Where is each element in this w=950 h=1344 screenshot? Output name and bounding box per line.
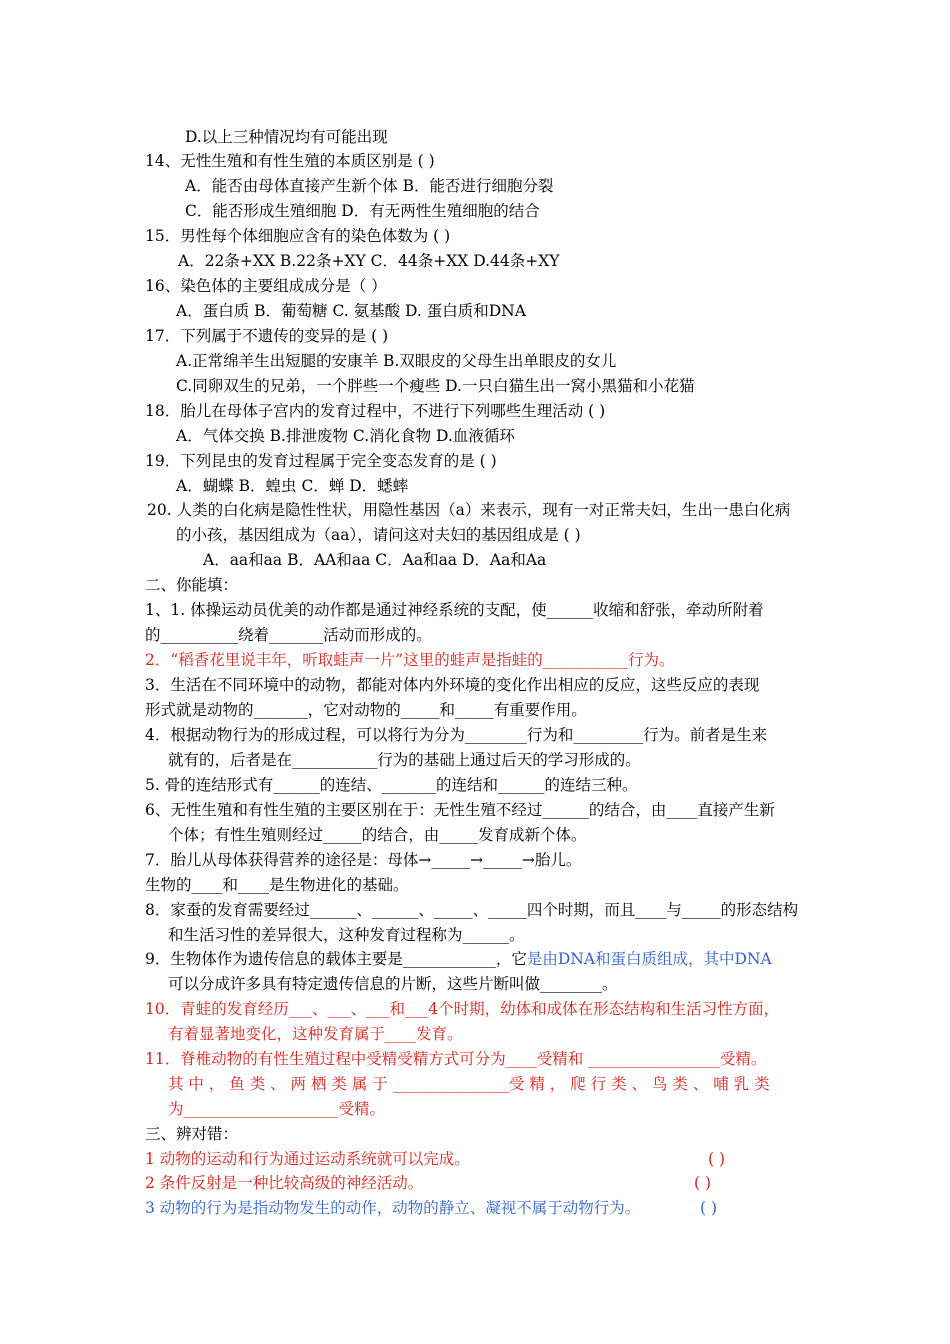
text-segment: 9．生物体作为遗传信息的载体主要是____________，它 xyxy=(145,950,527,968)
text-line: 的小孩，基因组成为（aa），请问这对夫妇的基因组成是 ( ) xyxy=(176,526,581,544)
text-line xyxy=(145,949,772,969)
text-line: 为____________________受精。 xyxy=(168,1100,386,1118)
text-line: 1 动物的运动和行为通过运动系统就可以完成。 xyxy=(145,1150,470,1168)
text-line: 7．胎儿从母体获得营养的途径是：母体→_____→_____→胎儿。 xyxy=(145,851,582,869)
text-line: 个体；有性生殖则经过_____的结合，由_____发育成新个体。 xyxy=(168,826,587,844)
text-line: 18．胎儿在母体子宫内的发育过程中，不进行下列哪些生理活动 ( ) xyxy=(145,402,606,420)
text-line: 3．生活在不同环境中的动物，都能对体内外环境的变化作出相应的反应，这些反应的表现 xyxy=(145,676,760,694)
text-line: A.正常绵羊生出短腿的安康羊 B.双眼皮的父母生出单眼皮的女儿 xyxy=(176,352,617,370)
text-line: C．能否形成生殖细胞 D．有无两性生殖细胞的结合 xyxy=(185,202,540,220)
text-line: 10．青蛙的发育经历___、___、___和___4个时期，幼体和成体在形态结构和生活习性方面， xyxy=(145,1000,780,1018)
text-line: 5. 骨的连结形式有______的连结、_______的连结和______的连结三种。 xyxy=(145,776,638,794)
text-line: 19．下列昆虫的发育过程属于完全变态发育的是 ( ) xyxy=(145,452,497,470)
text-line: 有着显著地变化，这种发育属于____发育。 xyxy=(168,1025,463,1043)
text-line: 可以分成许多具有特定遗传信息的片断，这些片断叫做________。 xyxy=(168,975,618,993)
text-line: C.同卵双生的兄弟，一个胖些一个瘦些 D.一只白猫生出一窝小黑猫和小花猫 xyxy=(176,377,695,395)
text-line: A．aa和aa B．AA和aa C．Aa和aa D．Aa和Aa xyxy=(203,551,547,569)
text-segment: 是由DNA和蛋白质组成，其中DNA xyxy=(526,950,772,968)
text-line: 形式就是动物的_______，它对动物的_____和_____有重要作用。 xyxy=(145,701,587,719)
answer-bracket: ( ) xyxy=(700,1199,718,1217)
text-line: A．蛋白质 B．葡萄糖 C. 氨基酸 D. 蛋白质和DNA xyxy=(176,302,526,320)
text-line: 6、无性生殖和有性生殖的主要区别在于：无性生殖不经过______的结合，由____直接产生新 xyxy=(145,801,775,819)
text-line: 1、1. 体操运动员优美的动作都是通过神经系统的支配，使______收缩和舒张，牵动所附着 xyxy=(145,601,764,619)
text-line: 17．下列属于不遗传的变异的是 ( ) xyxy=(145,327,389,345)
text-line: A．22条+XX B.22条+XY C．44条+XX D.44条+XY xyxy=(178,252,560,270)
text-line: 和生活习性的差异很大，这种发育过程称为______。 xyxy=(168,926,525,944)
text-line: 15．男性每个体细胞应含有的染色体数为 ( ) xyxy=(145,227,451,245)
text-line: D.以上三种情况均有可能出现 xyxy=(185,128,388,146)
text-line: 11．脊椎动物的有性生殖过程中受精受精方式可分为____受精和 _________________受精。 xyxy=(145,1050,767,1068)
text-line: A．蝴蝶 B．蝗虫 C．蝉 D．蟋蟀 xyxy=(176,477,409,495)
answer-bracket: ( ) xyxy=(708,1150,726,1168)
text-line: 2．“稻香花里说丰年，听取蛙声一片”这里的蛙声是指蛙的___________行为。 xyxy=(145,651,675,669)
answer-bracket: ( ) xyxy=(694,1174,712,1192)
text-line: 16、染色体的主要组成成分是（ ） xyxy=(145,277,387,295)
text-line: 就有的，后者是在___________行为的基础上通过后天的学习形成的。 xyxy=(168,751,641,769)
text-line: A．气体交换 B.排泄废物 C.消化食物 D.血液循环 xyxy=(176,427,515,445)
text-line: 3 动物的行为是指动物发生的动作，动物的静立、凝视不属于动物行为。 xyxy=(145,1199,641,1217)
text-line: 生物的____和____是生物进化的基础。 xyxy=(145,876,409,894)
text-line: 8．家蚕的发育需要经过______、______、_____、_____四个时期，而且____与_____的形态结构 xyxy=(145,901,799,919)
text-line: 的__________绕着_______活动而形成的。 xyxy=(145,626,432,644)
text-line: 其 中 ， 鱼 类 、 两 栖 类 属 于 _______________受 精 ， 爬 行 类 、 鸟 类 、 哺 乳 类 xyxy=(168,1075,770,1093)
text-line: 20. 人类的白化病是隐性性状，用隐性基因（a）来表示，现有一对正常夫妇，生出一患白化病 xyxy=(147,501,791,519)
text-line: 4．根据动物行为的形成过程，可以将行为分为________行为和_________行为。前者是生来 xyxy=(145,726,768,744)
text-line: A．能否由母体直接产生新个体 B．能否进行细胞分裂 xyxy=(185,177,554,195)
text-line: 14、无性生殖和有性生殖的本质区别是 ( ) xyxy=(145,152,435,170)
text-line: 二、你能填： xyxy=(145,576,239,594)
text-line: 三、辨对错： xyxy=(145,1125,239,1143)
text-line: 2 条件反射是一种比较高级的神经活动。 xyxy=(145,1174,424,1192)
